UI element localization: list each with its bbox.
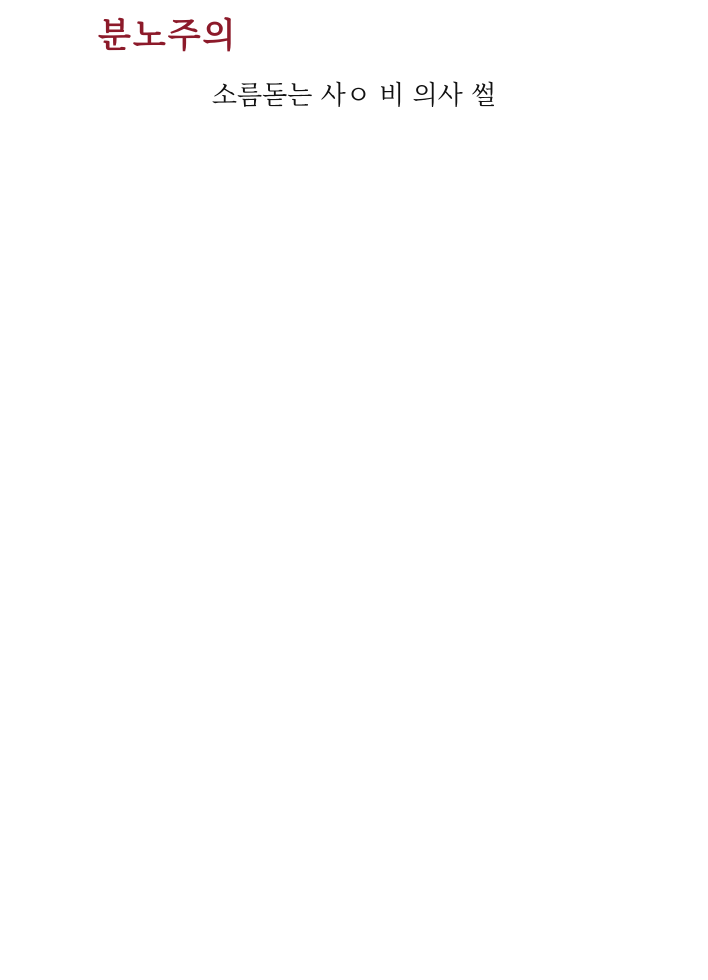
text-line [0,470,708,500]
text-line [0,680,708,710]
text-line [0,140,708,170]
text-line [0,800,708,830]
text-line [0,860,708,890]
text-line [0,530,708,560]
paragraph-4 [0,950,708,980]
text-line [0,260,708,290]
text-line [0,440,708,470]
text-line [0,380,708,410]
text-line [0,410,708,440]
text-line [0,890,708,920]
paragraph-2 [0,350,708,740]
text-line [0,350,708,380]
paragraph-1 [0,140,708,320]
text-line [0,770,708,800]
text-line [0,950,708,980]
story-body [0,140,708,980]
text-line [0,290,708,320]
category-tag: 분노주의 [98,16,238,56]
text-line [0,710,708,740]
text-line [0,500,708,530]
text-line [0,170,708,200]
page-title: 소름돋는 사ㅇ 비 의사 썰 [211,81,497,111]
text-line [0,200,708,230]
paragraph-gap [0,740,708,770]
paragraph-gap [0,920,708,950]
paragraph-3 [0,770,708,920]
paragraph-gap [0,320,708,350]
text-line [0,590,708,620]
text-line [0,650,708,680]
text-line [0,620,708,650]
text-line [0,230,708,260]
header [0,0,708,140]
text-line [0,830,708,860]
text-line [0,560,708,590]
